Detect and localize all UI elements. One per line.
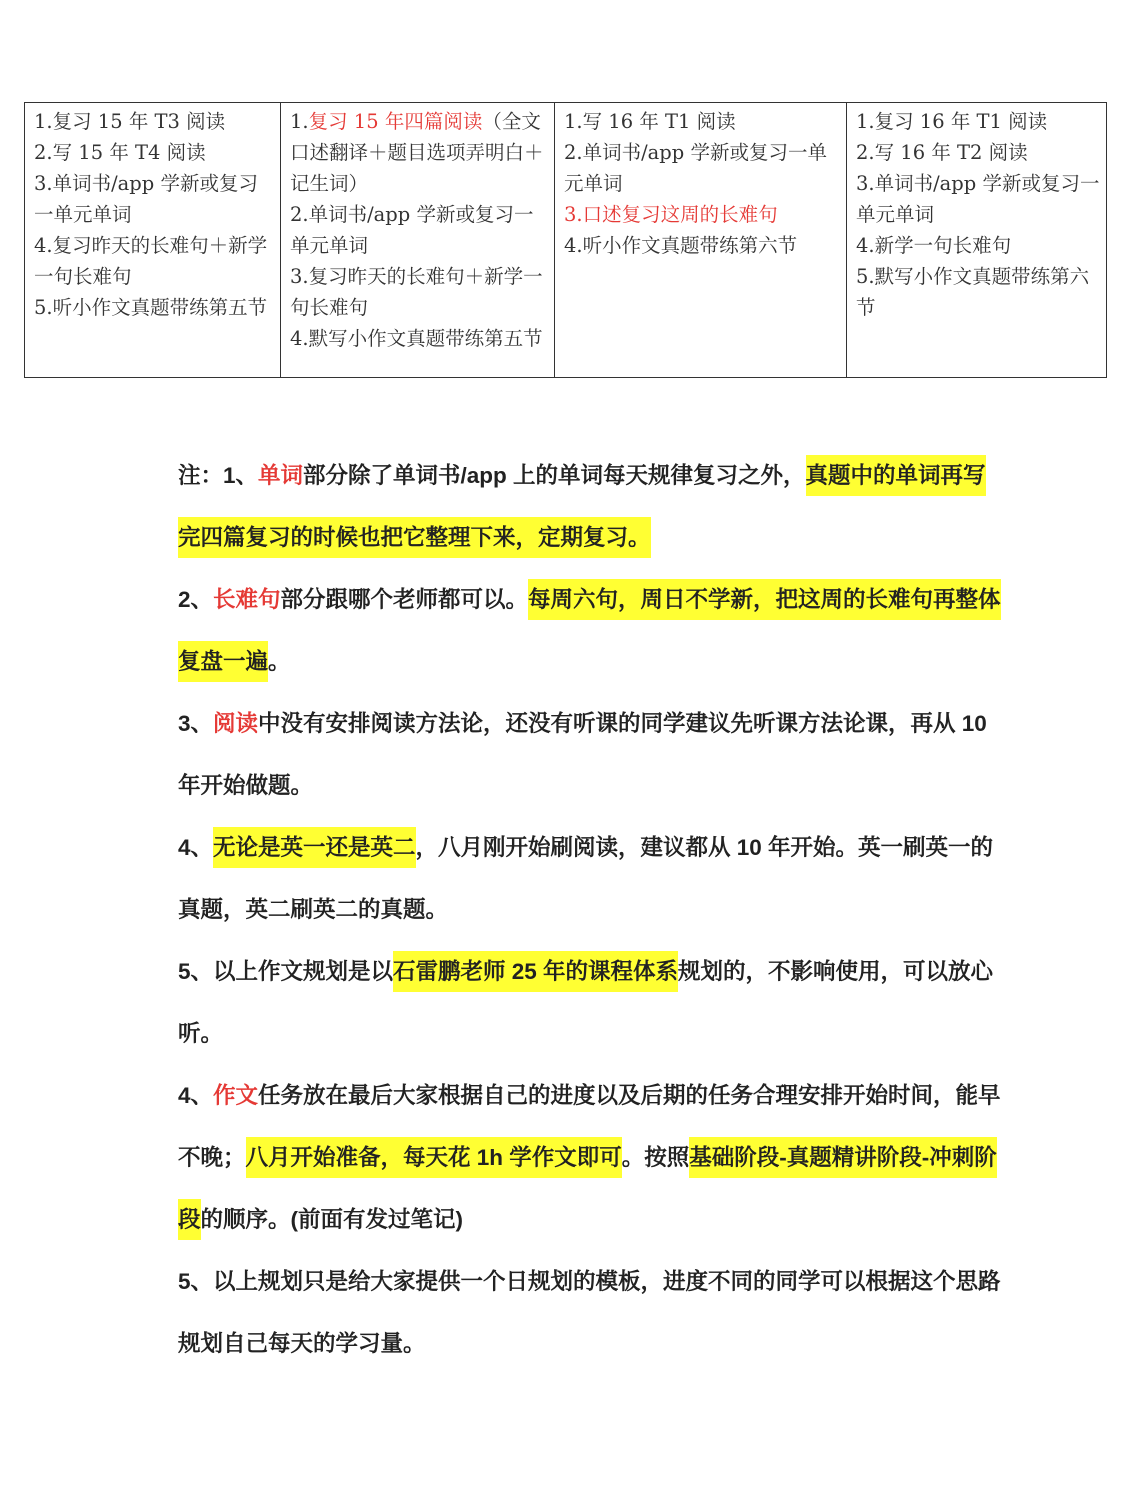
note-prefix: 5、以上作文规划是以 bbox=[178, 959, 394, 984]
task-item: 4.复习昨天的长难句＋新学一句长难句 bbox=[34, 234, 268, 288]
notes-section bbox=[178, 445, 1008, 1375]
note-5 bbox=[178, 941, 1008, 1065]
note-2 bbox=[178, 569, 1008, 693]
note-highlight: 无论是英一还是英二 bbox=[213, 827, 416, 868]
task-item: 1.复习 15 年 T3 阅读 bbox=[34, 110, 226, 133]
day-column bbox=[555, 103, 847, 378]
note-text: 的顺序。(前面有发过笔记) bbox=[200, 1207, 464, 1232]
task-item: 3.单词书/app 学新或复习一单元单词 bbox=[34, 172, 258, 226]
task-item: 4.默写小作文真题带练第五节 bbox=[290, 327, 543, 350]
note-prefix: 注：1、 bbox=[178, 463, 259, 488]
note-highlight: 真题中的单词再写完四篇复习的时候也把它整理下来，定期复习。 bbox=[178, 455, 986, 558]
note-text: 规划的，不影响使用，可以放心听。 bbox=[178, 959, 994, 1046]
task-highlight-red: 复习 15 年四篇阅读 bbox=[308, 110, 483, 133]
task-item: 5.默写小作文真题带练第六节 bbox=[856, 265, 1090, 319]
note-text: 中没有安排阅读方法论，还没有听课的同学建议先听课方法论课，再从 10 年开始做题。 bbox=[178, 711, 987, 798]
note-3 bbox=[178, 693, 1008, 817]
note-highlight: 每周六句，周日不学新，把这周的长难句再整体复盘一遍 bbox=[178, 579, 1001, 682]
note-prefix: 4、 bbox=[178, 1083, 214, 1108]
task-item: 2.写 15 年 T4 阅读 bbox=[34, 141, 206, 164]
note-text: 。 bbox=[268, 649, 291, 674]
task-item bbox=[290, 106, 548, 199]
plan-row bbox=[25, 103, 1107, 378]
note-keyword: 单词 bbox=[258, 463, 304, 488]
task-item: 4.新学一句长难句 bbox=[856, 234, 1012, 257]
note-text: 部分除了单词书/app 上的单词每天规律复习之外， bbox=[303, 463, 806, 488]
note-keyword: 长难句 bbox=[213, 587, 281, 612]
note-text: 部分跟哪个老师都可以。 bbox=[280, 587, 529, 612]
task-number: 1. bbox=[290, 110, 309, 133]
note-highlight: 基础阶段-真题精讲阶段-冲刺阶段 bbox=[178, 1137, 997, 1240]
task-item: 1.复习 16 年 T1 阅读 bbox=[856, 110, 1048, 133]
day-column bbox=[847, 103, 1107, 378]
task-item: 1.写 16 年 T1 阅读 bbox=[564, 110, 736, 133]
note-highlight: 石雷鹏老师 25 年的课程体系 bbox=[393, 951, 678, 992]
task-detail: （全文口述翻译＋题目选项弄明白＋记生词） bbox=[290, 110, 544, 195]
task-item: 2.写 16 年 T2 阅读 bbox=[856, 141, 1028, 164]
note-1 bbox=[178, 445, 1008, 569]
note-6 bbox=[178, 1065, 1008, 1251]
note-prefix: 3、 bbox=[178, 711, 214, 736]
note-highlight: 八月开始准备，每天花 1h 学作文即可 bbox=[246, 1137, 622, 1178]
note-keyword: 作文 bbox=[213, 1083, 259, 1108]
task-item: 2.单词书/app 学新或复习一单元单词 bbox=[290, 203, 534, 257]
day-column bbox=[25, 103, 281, 378]
task-item: 5.听小作文真题带练第五节 bbox=[34, 296, 268, 319]
note-4 bbox=[178, 817, 1008, 941]
note-prefix: 2、 bbox=[178, 587, 214, 612]
task-item: 3.单词书/app 学新或复习一单元单词 bbox=[856, 172, 1100, 226]
note-keyword: 阅读 bbox=[213, 711, 259, 736]
task-item: 2.单词书/app 学新或复习一单元单词 bbox=[564, 141, 827, 195]
note-7: 5、以上规划只是给大家提供一个日规划的模板，进度不同的同学可以根据这个思路规划自己每天的学习量。 bbox=[178, 1269, 1001, 1356]
note-prefix: 4、 bbox=[178, 835, 214, 860]
study-plan-table bbox=[24, 102, 1107, 378]
day-column bbox=[281, 103, 555, 378]
task-item: 4.听小作文真题带练第六节 bbox=[564, 234, 798, 257]
task-item-red: 3.口述复习这周的长难句 bbox=[564, 203, 778, 226]
note-text: 。按照 bbox=[621, 1145, 690, 1170]
note-text: 任务放在最后大家根据自己的进度以及后期的任务合理安排开始时间，能早不晚； bbox=[178, 1083, 1001, 1170]
task-item: 3.复习昨天的长难句＋新学一句长难句 bbox=[290, 265, 543, 319]
note-text: ，八月刚开始刷阅读，建议都从 10 年开始。英一刷英一的真题，英二刷英二的真题。 bbox=[178, 835, 994, 922]
